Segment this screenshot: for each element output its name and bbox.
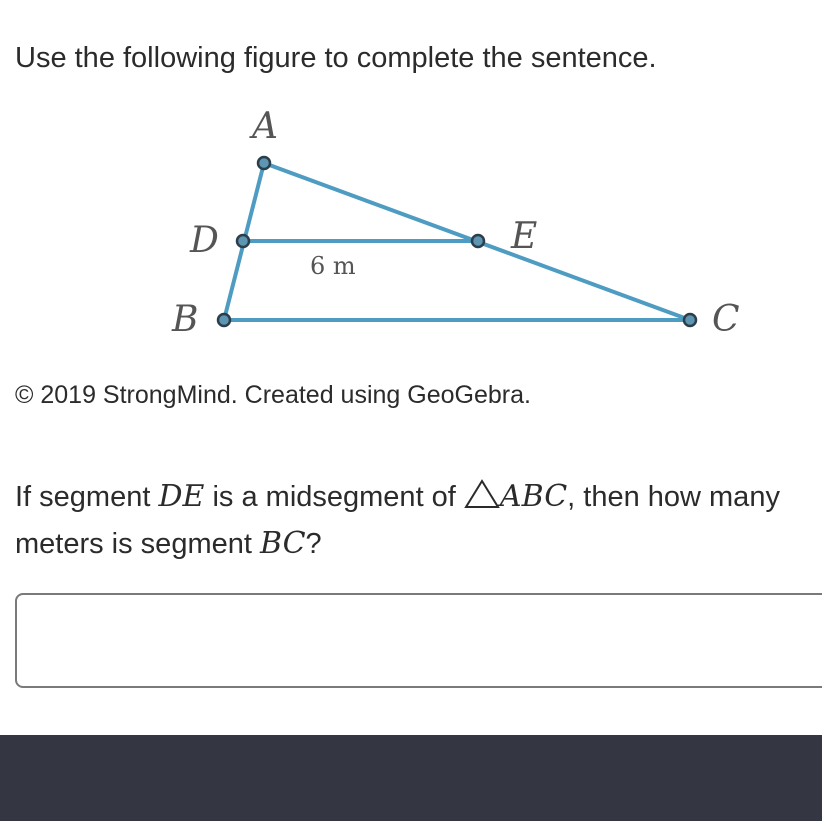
triangle-segments	[224, 163, 690, 320]
question-part3: , then how many	[567, 481, 780, 513]
point-c	[684, 314, 696, 326]
instruction-text: Use the following figure to complete the sentence.	[15, 42, 657, 74]
point-e	[472, 235, 484, 247]
question-text	[15, 475, 822, 566]
answer-input[interactable]	[15, 593, 822, 688]
label-d: D	[190, 220, 219, 261]
point-a	[258, 157, 270, 169]
label-e: E	[511, 216, 538, 257]
measure-de: 6 m	[310, 252, 356, 280]
question-part2: is a midsegment of	[204, 481, 464, 513]
footer-bar	[0, 735, 822, 821]
question-part4: meters is segment	[15, 528, 260, 560]
point-b	[218, 314, 230, 326]
triangle-figure	[0, 0, 822, 360]
point-d	[237, 235, 249, 247]
segment-bc-math: BC	[259, 526, 306, 561]
question-part5: ?	[305, 528, 322, 560]
label-a: A	[252, 106, 278, 147]
triangle-abc-math: ABC	[499, 479, 568, 514]
triangle-icon	[464, 478, 500, 522]
segment-de-math: DE	[158, 479, 205, 514]
credit-text: © 2019 StrongMind. Created using GeoGebra.	[15, 381, 531, 409]
label-c: C	[712, 299, 740, 340]
label-b: B	[172, 299, 199, 340]
question-part1: If segment	[15, 481, 159, 513]
